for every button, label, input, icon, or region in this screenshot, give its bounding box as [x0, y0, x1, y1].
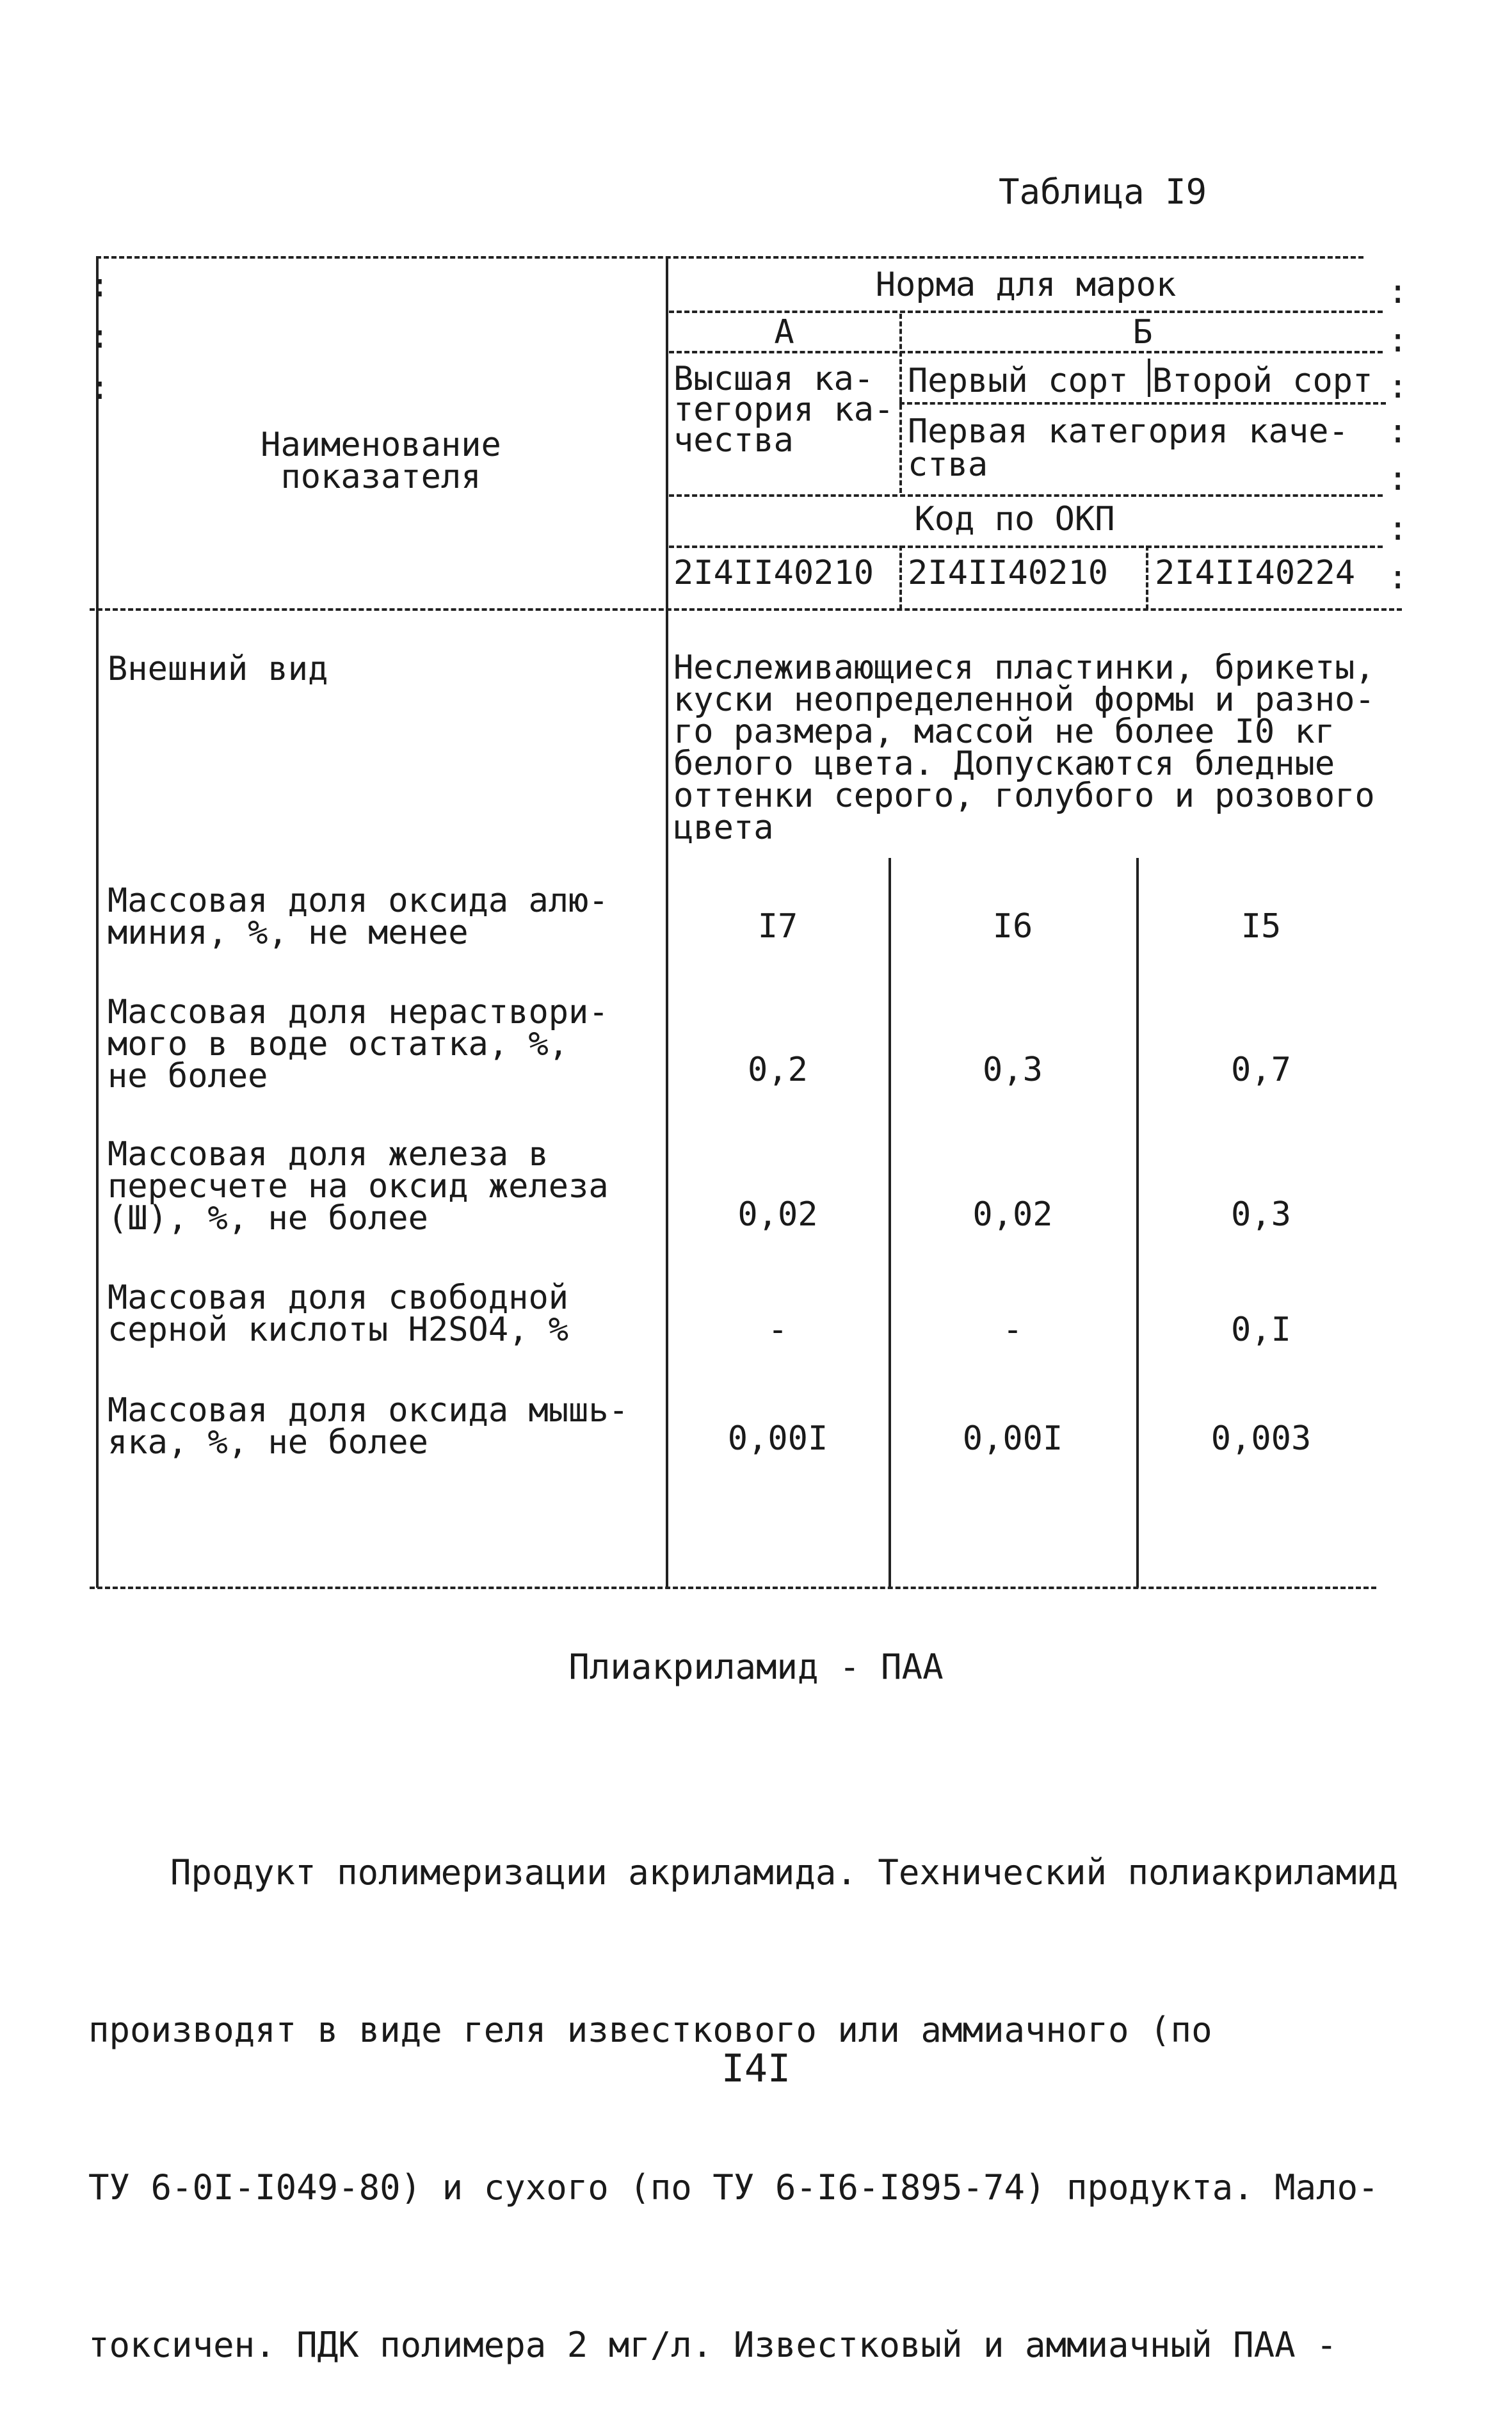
- table-bottom-rule: [90, 1587, 1376, 1589]
- table-top-rule: [96, 256, 1363, 259]
- row-alumina-name: [108, 882, 609, 952]
- alumina-name-line-2: миния, %, не менее: [108, 914, 469, 952]
- acid-name-line-2: серной кислоты H2SO4, %: [108, 1311, 569, 1349]
- indicator-header-line-1: Наименование: [261, 426, 501, 464]
- row-marker-4: :: [1388, 412, 1408, 451]
- table-caption: Таблица I9: [999, 172, 1207, 212]
- left-marker-1: :: [90, 266, 110, 305]
- grade-a-header: А: [774, 313, 794, 351]
- insoluble-name-line-2: мого в воде остатка, %,: [108, 1025, 569, 1063]
- row-marker-3: :: [1388, 368, 1408, 406]
- okp-header: Код по ОКП: [914, 500, 1115, 538]
- row-iron-value-a: 0,02: [737, 1195, 818, 1234]
- grade-b-header: Б: [1132, 313, 1153, 351]
- left-marker-2: :: [90, 318, 110, 356]
- indicator-column-divider: [666, 256, 668, 1588]
- page-number: I4I: [721, 2046, 791, 2091]
- value-divider-2: [1136, 858, 1139, 1588]
- okp-divider-2: [1146, 545, 1148, 610]
- second-sort-header: Второй сорт: [1152, 362, 1373, 400]
- row-alumina-value-a: I7: [757, 907, 798, 946]
- row-arsenic-value-a: 0,00I: [727, 1419, 828, 1458]
- row-insoluble-value-b2: 0,7: [1231, 1051, 1291, 1089]
- rule-under-okp: [669, 545, 1383, 548]
- paragraph-line-3: ТУ 6-0I-I049-80) и сухого (по ТУ 6-I6-I895-74) продукта. Мало-: [88, 2167, 1379, 2208]
- alumina-name-line-1: Массовая доля оксида алю-: [108, 882, 609, 920]
- rule-under-categories: [669, 494, 1383, 497]
- row-appearance-value: [673, 649, 1390, 847]
- paragraph-line-2: производят в виде геля известкового или аммиачного (по: [88, 2010, 1212, 2050]
- okp-code-a: 2I4II40210: [673, 554, 874, 592]
- okp-code-b2: 2I4II40224: [1155, 554, 1356, 592]
- header-bottom-rule: [90, 608, 1402, 611]
- row-acid-name: [108, 1279, 569, 1349]
- section-heading: Плиакриламид - ПАА: [568, 1647, 944, 1687]
- row-acid-value-a: -: [768, 1311, 788, 1349]
- row-arsenic-value-b2: 0,003: [1210, 1419, 1312, 1458]
- grade-a-category-line-3: чества: [673, 421, 794, 460]
- first-sort-header: Первый сорт: [908, 362, 1129, 400]
- row-insoluble-name: [108, 993, 609, 1095]
- norm-header: Норма для марок: [875, 266, 1177, 304]
- row-insoluble-value-b1: 0,3: [983, 1051, 1043, 1089]
- grade-b-category: [908, 412, 1381, 484]
- sort-divider: [1148, 359, 1150, 397]
- table-left-border: [96, 256, 99, 1588]
- iron-name-line-3: (Ш), %, не более: [108, 1199, 428, 1238]
- row-marker-6: :: [1388, 510, 1408, 548]
- indicator-header: [102, 426, 659, 496]
- acid-name-line-1: Массовая доля свободной: [108, 1279, 569, 1317]
- row-marker-1: :: [1388, 273, 1408, 311]
- rule-under-sorts: [899, 402, 1386, 405]
- appearance-line-6: цвета: [673, 809, 774, 847]
- grade-divider: [899, 314, 902, 493]
- insoluble-name-line-3: не более: [108, 1057, 268, 1095]
- arsenic-name-line-2: яка, %, не более: [108, 1423, 428, 1462]
- iron-name-line-1: Массовая доля железа в: [108, 1135, 549, 1174]
- indicator-header-line-2: показателя: [280, 458, 481, 496]
- okp-divider-1: [899, 545, 902, 610]
- grade-b-category-line-2: ства: [908, 446, 988, 484]
- okp-code-b1: 2I4II40210: [908, 554, 1109, 592]
- grade-b-category-line-1: Первая категория каче-: [908, 412, 1349, 451]
- row-arsenic-name: [108, 1391, 629, 1462]
- insoluble-name-line-1: Массовая доля нераствори-: [108, 993, 609, 1031]
- row-appearance-name: Внешний вид: [108, 650, 328, 688]
- paragraph-line-1: Продукт полимеризации акриламида. Технический полиакриламид: [170, 1852, 1399, 1893]
- row-acid-value-b2: 0,I: [1231, 1311, 1291, 1349]
- row-iron-name: [108, 1135, 609, 1238]
- appearance-line-4: белого цвета. Допускаются бледные: [673, 745, 1335, 783]
- appearance-line-3: го размера, массой не более I0 кг: [673, 713, 1335, 751]
- paragraph-line-4: токсичен. ПДК полимера 2 мг/л. Известковый и аммиачный ПАА -: [88, 2325, 1337, 2365]
- row-iron-value-b1: 0,02: [972, 1195, 1053, 1234]
- appearance-line-2: куски неопределенной формы и разно-: [673, 681, 1375, 719]
- row-insoluble-value-a: 0,2: [748, 1051, 808, 1089]
- row-acid-value-b1: -: [1002, 1311, 1023, 1349]
- grade-a-category-line-2: тегория ка-: [673, 391, 894, 429]
- iron-name-line-2: пересчете на оксид железа: [108, 1167, 609, 1206]
- appearance-line-5: оттенки серого, голубого и розового: [673, 777, 1375, 815]
- grade-a-category: [673, 360, 897, 460]
- row-marker-2: :: [1388, 321, 1408, 360]
- appearance-line-1: Неслеживающиеся пластинки, брикеты,: [673, 649, 1375, 687]
- row-arsenic-value-b1: 0,00I: [962, 1419, 1063, 1458]
- row-marker-7: :: [1388, 558, 1408, 597]
- left-marker-3: :: [90, 369, 110, 407]
- row-alumina-value-b1: I6: [992, 907, 1033, 946]
- row-iron-value-b2: 0,3: [1231, 1195, 1291, 1234]
- grade-a-category-line-1: Высшая ка-: [673, 360, 874, 398]
- row-alumina-value-b2: I5: [1241, 907, 1282, 946]
- row-marker-5: :: [1388, 460, 1408, 498]
- arsenic-name-line-1: Массовая доля оксида мышь-: [108, 1391, 629, 1430]
